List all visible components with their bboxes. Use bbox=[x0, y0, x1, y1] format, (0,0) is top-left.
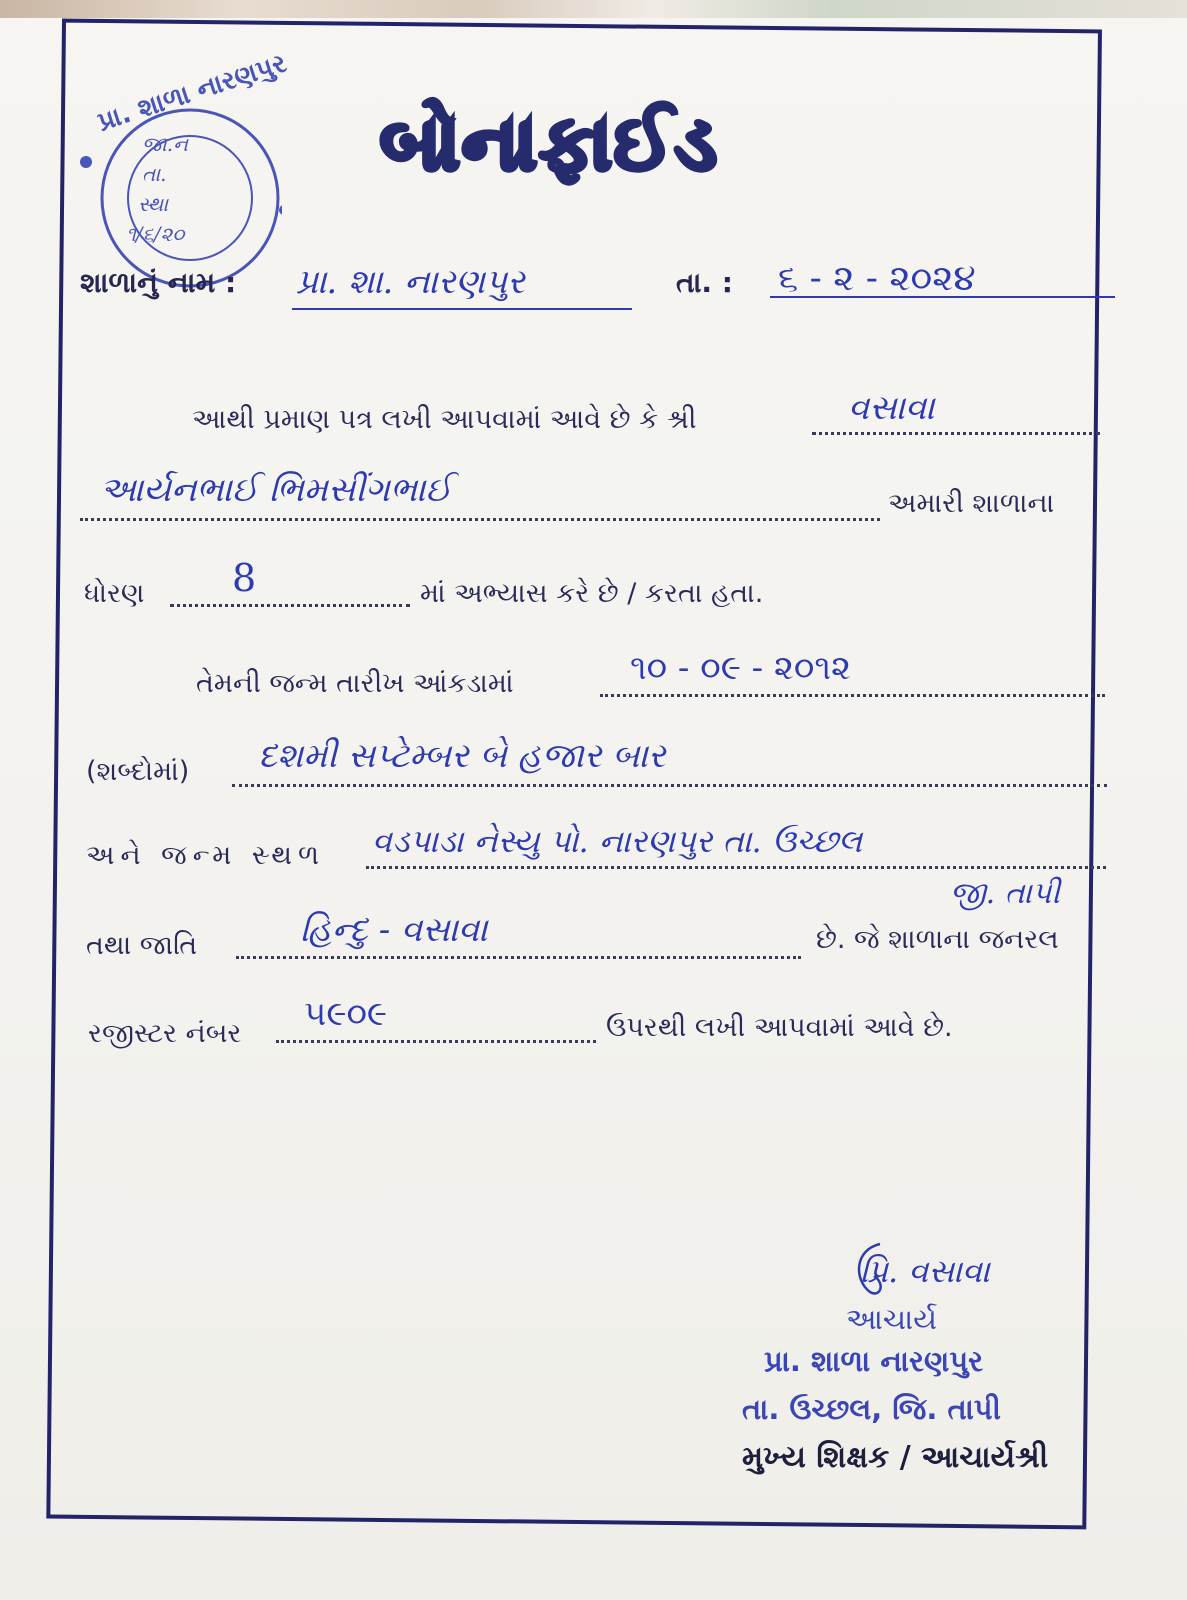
register-suffix: ઉપરથી લખી આપવામાં આવે છે. bbox=[606, 1012, 953, 1043]
register-value: ૫૯૦૯ bbox=[304, 994, 388, 1034]
birth-date-value: ૧૦ - ૦૯ - ૨૦૧૨ bbox=[630, 648, 851, 688]
caste-value: હિન્દુ - વસાવા bbox=[300, 910, 488, 950]
birth-place-district: જી. તાપી bbox=[950, 876, 1060, 911]
intro-label: આથી પ્રમાણ પત્ર લખી આપવામાં આવે છે કે શ્રી bbox=[192, 404, 697, 435]
birth-words-value: દશમી સપ્ટેમ્બર બે હજાર બાર bbox=[258, 736, 666, 776]
certificate-heading: બોનાફાઈડ bbox=[380, 98, 719, 187]
stamp-designation: આચાર્ય bbox=[846, 1302, 937, 1336]
paper-edge bbox=[0, 0, 1187, 18]
date-underline bbox=[770, 296, 1115, 298]
birth-date-dots bbox=[600, 694, 1105, 697]
standard-dots bbox=[170, 604, 410, 607]
student-name-value: આર્યનભાઈ ભિમસીંગભાઈ bbox=[100, 470, 452, 510]
student-name-dots bbox=[80, 518, 880, 521]
surname-dots bbox=[812, 432, 1100, 435]
birth-date-label: તેમની જન્મ તારીખ આંકડામાં bbox=[196, 668, 514, 699]
birth-words-label: (શબ્દોમાં) bbox=[86, 756, 190, 787]
student-suffix: અમારી શાળાના bbox=[888, 488, 1055, 519]
date-label: તા. : bbox=[676, 266, 734, 299]
birth-place-label: અને જન્મ સ્થળ bbox=[86, 840, 326, 871]
caste-label: તથા જાતિ bbox=[86, 930, 198, 961]
caste-dots bbox=[236, 956, 801, 959]
birth-place-dots bbox=[366, 866, 1106, 869]
register-label: રજીસ્ટર નંબર bbox=[88, 1018, 242, 1049]
seal-ring-text: પ્રા. શાળા નારણપુર bbox=[94, 48, 291, 138]
birth-words-dots bbox=[232, 784, 1107, 787]
signature-flourish-icon bbox=[850, 1240, 890, 1300]
birth-place-value: વડપાડા નેસ્યુ પો. નારણપુર તા. ઉચ્છલ bbox=[372, 822, 863, 860]
standard-value: 8 bbox=[232, 556, 257, 600]
school-name-underline bbox=[292, 308, 632, 310]
school-name-label: શાળાનું નામ : bbox=[80, 266, 237, 299]
standard-suffix: માં અભ્યાસ કરે છે / કરતા હતા. bbox=[420, 578, 764, 609]
school-name-value: પ્રા. શા. નારણપુર bbox=[296, 262, 525, 302]
seal-line-4: ૧/૬/૨૦ bbox=[126, 222, 185, 246]
standard-label: ધોરણ bbox=[84, 578, 145, 609]
stamp-address: તા. ઉચ્છલ, જિ. તાપી bbox=[742, 1392, 1001, 1426]
seal-line-1: જા.નં bbox=[142, 132, 188, 156]
surname-value: વસાવા bbox=[848, 388, 935, 428]
seal-line-3: સ્થા bbox=[138, 192, 169, 216]
principal-signature: પ્રિ. વસાવા bbox=[860, 1252, 990, 1290]
caste-suffix: છે. જે શાળાના જનરલ bbox=[816, 924, 1059, 955]
stamp-school: પ્રા. શાળા નારણપુર bbox=[764, 1344, 984, 1378]
register-dots bbox=[276, 1040, 596, 1043]
signature-footer: મુખ્ય શિક્ષક / આચાર્યશ્રી bbox=[742, 1440, 1049, 1475]
date-value: ૬ - ૨ - ૨૦૨૪ bbox=[778, 258, 976, 299]
seal-line-2: તા. bbox=[142, 162, 167, 186]
